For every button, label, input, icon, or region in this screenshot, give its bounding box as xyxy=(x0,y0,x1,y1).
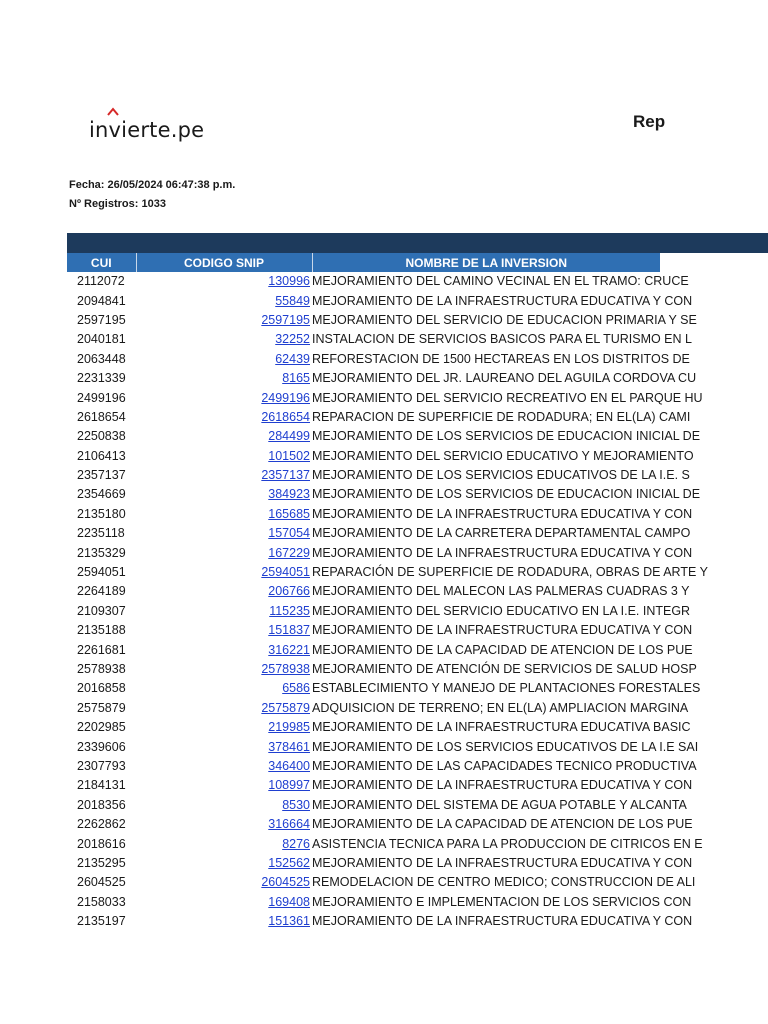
snip-link[interactable]: 316664 xyxy=(268,817,310,832)
snip-cell xyxy=(136,854,312,873)
snip-link[interactable]: 152562 xyxy=(268,855,310,870)
snip-link[interactable]: 346400 xyxy=(268,758,310,773)
table-row xyxy=(67,466,660,485)
report-date: Fecha: 26/05/2024 06:47:38 p.m. xyxy=(69,179,236,191)
cui-cell: 2578938 xyxy=(77,662,126,676)
snip-link[interactable]: 167229 xyxy=(268,545,310,560)
investment-name-cell: MEJORAMIENTO DE LA INFRAESTRUCTURA EDUCATIVA Y CON xyxy=(312,506,693,521)
snip-link[interactable]: 8276 xyxy=(282,836,310,851)
investment-name-cell: MEJORAMIENTO DEL SISTEMA DE AGUA POTABLE Y ALCANTA xyxy=(312,797,687,812)
table-row xyxy=(67,737,660,756)
snip-link[interactable]: 384923 xyxy=(268,487,310,502)
snip-cell xyxy=(136,602,312,621)
snip-cell xyxy=(136,582,312,601)
snip-cell xyxy=(136,505,312,524)
snip-cell xyxy=(136,834,312,853)
investment-name-cell: MEJORAMIENTO DE LA INFRAESTRUCTURA EDUCATIVA BASIC xyxy=(312,720,691,735)
table-row xyxy=(67,563,660,582)
table-row xyxy=(67,660,660,679)
table-row xyxy=(67,757,660,776)
snip-cell xyxy=(136,369,312,388)
cui-cell: 2018356 xyxy=(77,797,126,812)
snip-link[interactable]: 316221 xyxy=(268,642,310,657)
investment-name-cell: MEJORAMIENTO DE LA CARRETERA DEPARTAMENTAL CAMPO xyxy=(312,526,691,541)
table-row xyxy=(67,369,660,388)
investment-name-cell: MEJORAMIENTO DE LA INFRAESTRUCTURA EDUCATIVA Y CON xyxy=(312,545,693,560)
cui-cell: 2354669 xyxy=(77,487,126,502)
investment-name-cell: MEJORAMIENTO DE LOS SERVICIOS EDUCATIVOS DE LA I.E SAI xyxy=(312,739,699,754)
snip-cell xyxy=(136,272,312,291)
investment-name-cell: MEJORAMIENTO DEL SERVICIO RECREATIVO EN EL PARQUE HU xyxy=(312,390,703,405)
column-header-codigo-snip: CODIGO SNIP xyxy=(136,253,312,272)
table-body xyxy=(67,272,708,931)
snip-cell xyxy=(136,873,312,892)
snip-link[interactable]: 2499196 xyxy=(261,390,310,405)
snip-link[interactable]: 2357137 xyxy=(261,468,310,483)
snip-link[interactable]: 151837 xyxy=(268,623,310,638)
snip-cell xyxy=(136,893,312,912)
cui-cell: 2307793 xyxy=(77,758,126,773)
investment-name-cell: MEJORAMIENTO DE LA INFRAESTRUCTURA EDUCATIVA Y CON xyxy=(312,778,693,793)
table-row xyxy=(67,447,660,466)
investment-name-cell: MEJORAMIENTO DEL SERVICIO DE EDUCACION PRIMARIA Y SE xyxy=(312,312,697,327)
cui-cell: 2262862 xyxy=(77,817,126,832)
logo-text: invierte.pe xyxy=(89,118,205,142)
investment-name-cell: MEJORAMIENTO DE LA INFRAESTRUCTURA EDUCATIVA Y CON xyxy=(312,623,693,638)
table-row xyxy=(67,427,660,446)
cui-cell: 2202985 xyxy=(77,720,126,735)
cui-cell: 2135188 xyxy=(77,623,126,638)
table-row xyxy=(67,505,660,524)
investment-name-cell: MEJORAMIENTO DE LA CAPACIDAD DE ATENCION DE LOS PUE xyxy=(312,642,693,657)
cui-cell: 2594051 xyxy=(77,565,126,580)
cui-cell: 2575879 xyxy=(77,700,126,715)
investment-name-cell: REFORESTACION DE 1500 HECTAREAS EN LOS DISTRITOS DE xyxy=(312,351,690,366)
snip-link[interactable]: 6586 xyxy=(282,681,310,696)
cui-cell: 2264189 xyxy=(77,584,126,599)
table-row xyxy=(67,311,660,330)
investment-name-cell: MEJORAMIENTO DE LOS SERVICIOS DE EDUCACION INICIAL DE xyxy=(312,429,701,444)
report-title: Rep xyxy=(633,112,666,131)
table-row xyxy=(67,330,660,349)
investment-name-cell: MEJORAMIENTO DEL SERVICIO EDUCATIVO EN LA I.E. INTEGR xyxy=(312,603,691,618)
cui-cell: 2184131 xyxy=(77,778,126,793)
investment-name-cell: ESTABLECIMIENTO Y MANEJO DE PLANTACIONES FORESTALES xyxy=(312,681,701,696)
cui-cell: 2106413 xyxy=(77,448,126,463)
table-row xyxy=(67,582,660,601)
cui-cell: 2261681 xyxy=(77,642,126,657)
snip-link[interactable]: 101502 xyxy=(268,448,310,463)
table-row xyxy=(67,640,660,659)
record-count: Nº Registros: 1033 xyxy=(69,198,166,210)
investment-name-cell: MEJORAMIENTO DEL MALECON LAS PALMERAS CUADRAS 3 Y xyxy=(312,584,690,599)
investment-name-cell: MEJORAMIENTO DE LA INFRAESTRUCTURA EDUCATIVA Y CON xyxy=(312,914,693,929)
snip-link[interactable]: 206766 xyxy=(268,584,310,599)
snip-link[interactable]: 169408 xyxy=(268,894,310,909)
snip-cell xyxy=(136,330,312,349)
investment-name-cell: INSTALACION DE SERVICIOS BASICOS PARA EL TURISMO EN L xyxy=(312,332,692,347)
snip-cell xyxy=(136,466,312,485)
table-row xyxy=(67,291,660,310)
cui-cell: 2094841 xyxy=(77,293,126,308)
cui-cell: 2250838 xyxy=(77,429,126,444)
snip-cell xyxy=(136,543,312,562)
cui-cell: 2235118 xyxy=(77,526,125,541)
snip-link[interactable]: 55849 xyxy=(275,293,310,308)
investment-name-cell: MEJORAMIENTO DE LA CAPACIDAD DE ATENCION DE LOS PUE xyxy=(312,817,693,832)
table-row xyxy=(67,679,660,698)
table-row xyxy=(67,718,660,737)
snip-cell xyxy=(136,815,312,834)
snip-link[interactable]: 8165 xyxy=(282,371,310,386)
snip-link[interactable]: 62439 xyxy=(275,351,310,366)
snip-cell xyxy=(136,447,312,466)
column-header-cui: CUI xyxy=(67,253,136,272)
cui-cell: 2339606 xyxy=(77,739,126,754)
table-row xyxy=(67,912,660,931)
snip-link[interactable]: 115235 xyxy=(269,603,310,618)
logo-caret-icon xyxy=(107,108,119,116)
snip-link[interactable]: 130996 xyxy=(268,274,310,289)
table-row xyxy=(67,699,660,718)
table-row xyxy=(67,485,660,504)
snip-link[interactable]: 219985 xyxy=(268,720,310,735)
snip-link[interactable]: 165685 xyxy=(268,506,310,521)
cui-cell: 2109307 xyxy=(77,603,126,618)
snip-link[interactable]: 2594051 xyxy=(261,565,310,580)
snip-cell xyxy=(136,350,312,369)
cui-cell: 2597195 xyxy=(77,312,126,327)
snip-cell xyxy=(136,485,312,504)
investment-name-cell: REPARACIÓN DE SUPERFICIE DE RODADURA, OBRAS DE ARTE Y xyxy=(312,565,708,580)
snip-cell xyxy=(136,640,312,659)
table-row xyxy=(67,796,660,815)
snip-link[interactable]: 151361 xyxy=(268,914,310,929)
cui-cell: 2135197 xyxy=(77,914,126,929)
snip-link[interactable]: 2618654 xyxy=(261,409,310,424)
snip-link[interactable]: 378461 xyxy=(268,739,310,754)
table-row xyxy=(67,621,660,640)
table-row xyxy=(67,408,660,427)
table-row xyxy=(67,815,660,834)
table-row xyxy=(67,543,660,562)
cui-cell: 2158033 xyxy=(77,894,126,909)
snip-link[interactable]: 157054 xyxy=(268,526,310,541)
snip-link[interactable]: 2578938 xyxy=(261,662,310,676)
investment-name-cell: MEJORAMIENTO DEL CAMINO VECINAL EN EL TRAMO: CRUCE xyxy=(312,274,689,289)
cui-cell: 2357137 xyxy=(77,468,126,483)
table-row xyxy=(67,272,660,291)
snip-link[interactable]: 2575879 xyxy=(261,700,310,715)
investment-name-cell: MEJORAMIENTO DE LOS SERVICIOS DE EDUCACION INICIAL DE xyxy=(312,487,701,502)
cui-cell: 2112072 xyxy=(77,274,125,289)
snip-link[interactable]: 284499 xyxy=(268,429,310,444)
cui-cell: 2135180 xyxy=(77,506,126,521)
snip-cell xyxy=(136,621,312,640)
table-header-row xyxy=(67,253,660,272)
snip-link[interactable]: 32252 xyxy=(275,332,310,347)
cui-cell: 2135295 xyxy=(77,855,126,870)
snip-cell xyxy=(136,796,312,815)
table-row xyxy=(67,873,660,892)
snip-cell xyxy=(136,757,312,776)
cui-cell: 2063448 xyxy=(77,351,126,366)
column-header-nombre: NOMBRE DE LA INVERSION xyxy=(312,253,660,272)
table-row xyxy=(67,834,660,853)
snip-link[interactable]: 2597195 xyxy=(261,312,310,327)
investment-name-cell: MEJORAMIENTO DE LAS CAPACIDADES TECNICO PRODUCTIVA xyxy=(312,758,697,773)
snip-cell xyxy=(136,679,312,698)
investment-name-cell: MEJORAMIENTO DE LOS SERVICIOS EDUCATIVOS DE LA I.E. S xyxy=(312,468,690,483)
snip-cell xyxy=(136,776,312,795)
snip-link[interactable]: 108997 xyxy=(268,778,310,793)
cui-cell: 2018616 xyxy=(77,836,126,851)
table-row xyxy=(67,388,660,407)
investment-name-cell: REPARACION DE SUPERFICIE DE RODADURA; EN EL(LA) CAMI xyxy=(312,409,691,424)
table-row xyxy=(67,854,660,873)
snip-cell xyxy=(136,291,312,310)
snip-cell xyxy=(136,660,312,679)
snip-cell xyxy=(136,563,312,582)
table-row xyxy=(67,524,660,543)
snip-cell xyxy=(136,524,312,543)
header-banner xyxy=(67,233,768,253)
table-row xyxy=(67,776,660,795)
investment-name-cell: REMODELACION DE CENTRO MEDICO; CONSTRUCCION DE ALI xyxy=(312,875,696,890)
investment-name-cell: MEJORAMIENTO DEL JR. LAUREANO DEL AGUILA CORDOVA CU xyxy=(312,371,697,386)
investment-name-cell: MEJORAMIENTO DEL SERVICIO EDUCATIVO Y MEJORAMIENTO xyxy=(312,448,694,463)
investment-name-cell: MEJORAMIENTO DE LA INFRAESTRUCTURA EDUCATIVA Y CON xyxy=(312,293,693,308)
snip-cell xyxy=(136,408,312,427)
table-row xyxy=(67,893,660,912)
cui-cell: 2604525 xyxy=(77,875,126,890)
snip-link[interactable]: 2604525 xyxy=(261,875,310,890)
snip-cell xyxy=(136,311,312,330)
cui-cell: 2231339 xyxy=(77,371,126,386)
snip-cell xyxy=(136,699,312,718)
snip-cell xyxy=(136,912,312,931)
snip-cell xyxy=(136,427,312,446)
cui-cell: 2618654 xyxy=(77,409,126,424)
snip-link[interactable]: 8530 xyxy=(282,797,310,812)
table-row xyxy=(67,350,660,369)
investment-name-cell: MEJORAMIENTO DE ATENCIÓN DE SERVICIOS DE SALUD HOSP xyxy=(312,662,697,676)
snip-cell xyxy=(136,388,312,407)
snip-cell xyxy=(136,737,312,756)
snip-cell xyxy=(136,718,312,737)
table-row xyxy=(67,602,660,621)
cui-cell: 2135329 xyxy=(77,545,126,560)
investment-name-cell: ADQUISICION DE TERRENO; EN EL(LA) AMPLIACION MARGINA xyxy=(312,700,689,715)
invierte-pe-logo xyxy=(89,118,204,142)
investment-name-cell: MEJORAMIENTO E IMPLEMENTACION DE LOS SERVICIOS CON xyxy=(312,894,692,909)
cui-cell: 2016858 xyxy=(77,681,126,696)
cui-cell: 2040181 xyxy=(77,332,126,347)
results-table xyxy=(67,253,708,931)
investment-name-cell: MEJORAMIENTO DE LA INFRAESTRUCTURA EDUCATIVA Y CON xyxy=(312,855,693,870)
results-table-container xyxy=(67,253,708,931)
investment-name-cell: ASISTENCIA TECNICA PARA LA PRODUCCION DE CITRICOS EN E xyxy=(312,836,703,851)
cui-cell: 2499196 xyxy=(77,390,126,405)
